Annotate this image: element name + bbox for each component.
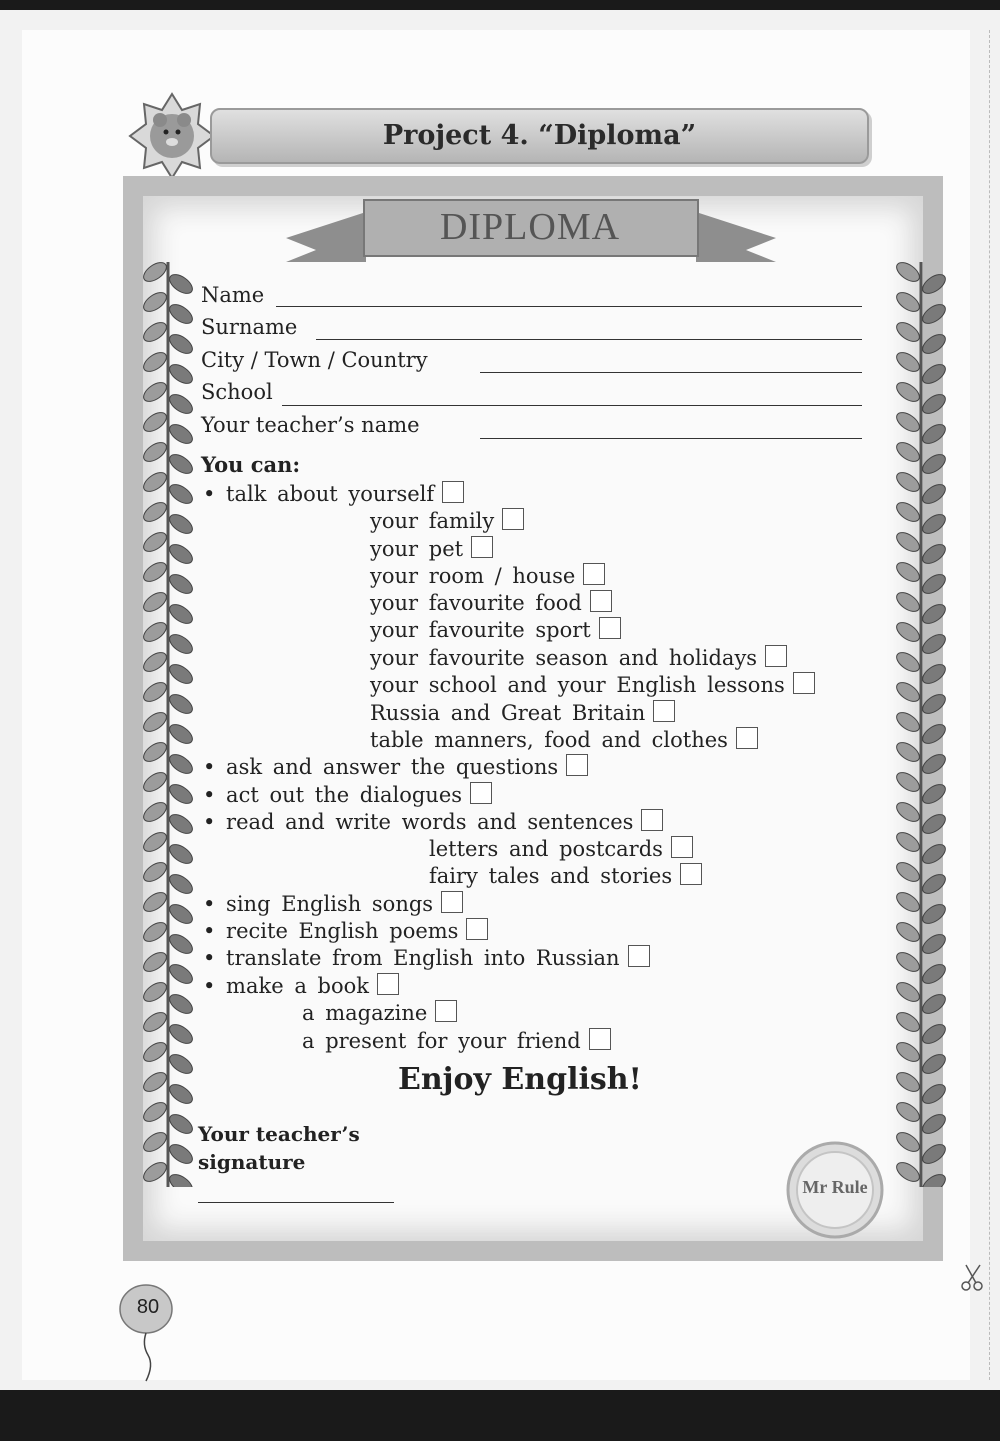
- item-text: • recite English poems: [203, 919, 459, 943]
- signature-field[interactable]: [198, 1202, 394, 1203]
- item-text: your pet: [370, 537, 464, 561]
- item-text: • ask and answer the questions: [203, 755, 559, 779]
- list-item: [429, 863, 702, 888]
- surname-label: Surname: [201, 315, 298, 339]
- page-number: 80: [136, 1296, 160, 1318]
- list-item: [203, 918, 488, 943]
- checkbox[interactable]: [502, 508, 524, 530]
- item-text: your favourite sport: [370, 618, 591, 642]
- signature-label-line1: Your teacher’s: [198, 1122, 360, 1146]
- checkbox[interactable]: [628, 945, 650, 967]
- list-item: [203, 782, 492, 807]
- list-item: [370, 700, 675, 725]
- checkbox[interactable]: [641, 809, 663, 831]
- item-text: your favourite food: [370, 591, 582, 615]
- item-text: your family: [370, 509, 495, 533]
- item-text: • translate from English into Russian: [203, 946, 620, 970]
- school-field[interactable]: [282, 405, 862, 406]
- item-text: your room / house: [370, 564, 576, 588]
- checkbox[interactable]: [793, 672, 815, 694]
- list-item: [370, 508, 524, 533]
- checkbox[interactable]: [466, 918, 488, 940]
- checkbox[interactable]: [566, 754, 588, 776]
- cut-line: [987, 30, 990, 1380]
- name-label: Name: [201, 283, 265, 307]
- laurel-right-icon: [893, 262, 949, 1187]
- checkbox[interactable]: [680, 863, 702, 885]
- surname-field[interactable]: [316, 339, 862, 340]
- checkbox[interactable]: [435, 1000, 457, 1022]
- checkbox[interactable]: [589, 1028, 611, 1050]
- list-item: [302, 1000, 457, 1025]
- list-item: [203, 754, 588, 779]
- laurel-left-icon: [140, 262, 196, 1187]
- list-item: [370, 617, 621, 642]
- stamp-text: Mr Rule: [802, 1177, 868, 1197]
- item-text: • sing English songs: [203, 892, 434, 916]
- checkbox[interactable]: [765, 645, 787, 667]
- item-text: • make a book: [203, 974, 369, 998]
- list-item: [370, 672, 815, 697]
- you-can-heading: You can:: [201, 452, 301, 477]
- list-item: [302, 1028, 611, 1053]
- item-text: fairy tales and stories: [429, 864, 673, 888]
- name-field[interactable]: [276, 306, 862, 307]
- checkbox[interactable]: [590, 590, 612, 612]
- school-label: School: [201, 380, 273, 404]
- item-text: letters and postcards: [429, 837, 663, 861]
- checkbox[interactable]: [671, 836, 693, 858]
- signature-label-line2: signature: [198, 1150, 306, 1174]
- checkbox[interactable]: [653, 700, 675, 722]
- list-item: [370, 590, 612, 615]
- checkbox[interactable]: [441, 891, 463, 913]
- page-title: Project 4. “Diploma”: [382, 120, 697, 151]
- list-item: [370, 727, 758, 752]
- checkbox[interactable]: [471, 536, 493, 558]
- scissors-icon: [958, 1262, 988, 1292]
- list-item: [370, 645, 787, 670]
- item-text: • act out the dialogues: [203, 783, 463, 807]
- list-item: [203, 891, 463, 916]
- signature-label: [198, 1120, 360, 1176]
- checkbox[interactable]: [599, 617, 621, 639]
- list-item: [203, 481, 464, 506]
- item-text: your favourite season and holidays: [370, 646, 758, 670]
- teacher-name-field[interactable]: [480, 438, 862, 439]
- list-item: [203, 809, 663, 834]
- item-text: table manners, food and clothes: [370, 728, 728, 752]
- city-field[interactable]: [480, 372, 862, 373]
- list-item: [429, 836, 693, 861]
- enjoy-slogan: Enjoy English!: [398, 1062, 642, 1097]
- item-text: a magazine: [302, 1001, 428, 1025]
- city-label: City / Town / Country: [201, 348, 428, 372]
- item-text: your school and your English lessons: [370, 673, 785, 697]
- list-item: [203, 973, 399, 998]
- checkbox[interactable]: [442, 481, 464, 503]
- title-bar: [210, 108, 869, 164]
- item-text: • read and write words and sentences: [203, 810, 634, 834]
- teacher-name-label: Your teacher’s name: [201, 413, 420, 437]
- item-text: a present for your friend: [302, 1029, 581, 1053]
- checkbox[interactable]: [583, 563, 605, 585]
- checkbox[interactable]: [377, 973, 399, 995]
- item-text: Russia and Great Britain: [370, 701, 646, 725]
- bear-badge-icon: [128, 92, 216, 180]
- checkbox[interactable]: [736, 727, 758, 749]
- list-item: [370, 536, 493, 561]
- item-text: • talk about yourself: [203, 482, 435, 506]
- list-item: [370, 563, 605, 588]
- checkbox[interactable]: [470, 782, 492, 804]
- diploma-heading: DIPLOMA: [439, 206, 621, 248]
- list-item: [203, 945, 650, 970]
